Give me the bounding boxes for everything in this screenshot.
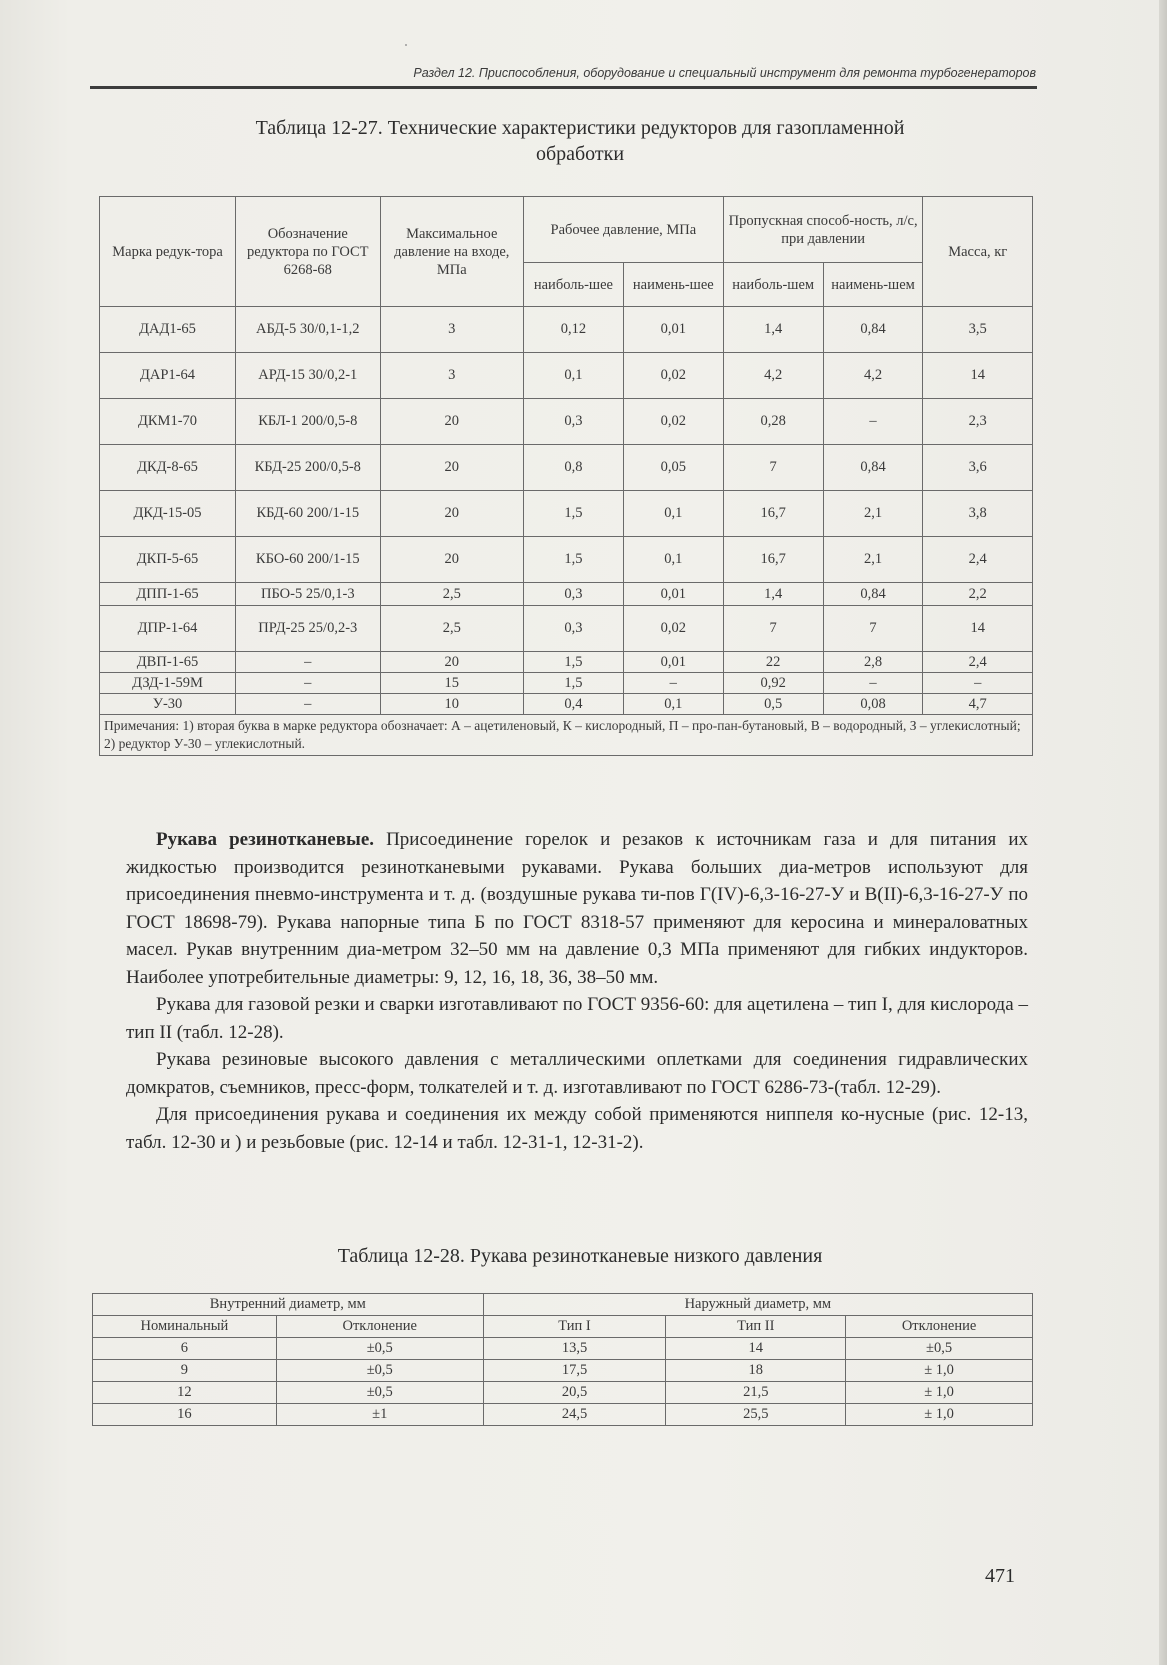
cell-tp-min: 7 (823, 606, 923, 652)
table-note-row (100, 715, 1033, 756)
header-tp-max: наиболь-шем (723, 263, 823, 307)
cell-inner-deviation: ±0,5 (276, 1338, 483, 1360)
paragraph-hoses-text: Присоединение горелок и резаков к источникам газа и для питания их жидкостью производится резинотканевыми рукавами. Рукава больших диа-метров используют для присоединения пневмо-инструмента и т. д. (воздушные рукава ти-пов Г(IV)-6,3-16-27-У и В(II)-6,3-16-27-У по ГОСТ 18698-79). Рукава напорные типа Б по ГОСТ 8318-57 применяют для керосина и минераловатных масел. Рукав внутренним диа-метром 32–50 мм на давление 0,3 МПа применяют для гибких индукторов. Наиболее употребительные диаметры: 9, 12, 16, 18, 36, 38–50 мм. (126, 829, 1028, 988)
cell-tp-max: 16,7 (723, 491, 823, 537)
cell-max-pressure: 2,5 (380, 583, 523, 606)
table-row (93, 1404, 1033, 1426)
cell-nominal: 6 (93, 1338, 277, 1360)
body-text (126, 826, 1028, 1156)
header-outer-diameter: Наружный диаметр, мм (483, 1294, 1032, 1316)
cell-brand: ДКД-8-65 (100, 445, 236, 491)
table1-caption-line1: Таблица 12-27. Технические характеристики редукторов для газопламенной (255, 117, 905, 139)
cell-designation: КБО-60 200/1-15 (236, 537, 381, 583)
cell-wp-max: 1,5 (523, 491, 623, 537)
cell-brand: У-30 (100, 694, 236, 715)
paragraph-gas-cutting: Рукава для газовой резки и сварки изготавливают по ГОСТ 9356-60: для ацетилена – тип I, для кислорода – тип II (табл. 12-28). (126, 994, 1028, 1043)
cell-tp-max: 0,92 (723, 673, 823, 694)
table-row (100, 673, 1033, 694)
cell-nominal: 12 (93, 1382, 277, 1404)
cell-designation: КБЛ-1 200/0,5-8 (236, 399, 381, 445)
cell-outer-deviation: ±0,5 (846, 1338, 1033, 1360)
cell-tp-max: 1,4 (723, 307, 823, 353)
cell-mass: 2,2 (923, 583, 1033, 606)
cell-tp-max: 0,28 (723, 399, 823, 445)
cell-tp-max: 4,2 (723, 353, 823, 399)
table-row (100, 399, 1033, 445)
header-throughput: Пропускная способ-ность, л/с, при давлении (723, 197, 923, 263)
scan-speck (405, 44, 407, 46)
cell-mass: 4,7 (923, 694, 1033, 715)
cell-brand: ДВП-1-65 (100, 652, 236, 673)
cell-tp-min: 2,1 (823, 537, 923, 583)
table-row (93, 1382, 1033, 1404)
cell-type-2: 25,5 (666, 1404, 846, 1426)
table-note (100, 715, 1033, 756)
header-mass: Масса, кг (923, 197, 1033, 307)
cell-designation: – (236, 673, 381, 694)
cell-brand: ДАД1-65 (100, 307, 236, 353)
table-row (100, 307, 1033, 353)
cell-brand: ДКП-5-65 (100, 537, 236, 583)
table-row (100, 652, 1033, 673)
cell-tp-min: 2,1 (823, 491, 923, 537)
table2-caption: Таблица 12-28. Рукава резинотканевые низкого давления (337, 1245, 823, 1267)
header-wp-min: наимень-шее (623, 263, 723, 307)
cell-wp-max: 1,5 (523, 673, 623, 694)
cell-inner-deviation: ±1 (276, 1404, 483, 1426)
cell-brand: ДПП-1-65 (100, 583, 236, 606)
cell-outer-deviation: ± 1,0 (846, 1382, 1033, 1404)
cell-tp-max: 16,7 (723, 537, 823, 583)
header-nominal: Номинальный (93, 1316, 277, 1338)
cell-brand: ДЗД-1-59М (100, 673, 236, 694)
header-inner-deviation: Отклонение (276, 1316, 483, 1338)
cell-tp-min: 0,08 (823, 694, 923, 715)
cell-brand: ДКМ1-70 (100, 399, 236, 445)
cell-outer-deviation: ± 1,0 (846, 1360, 1033, 1382)
cell-designation: ПРД-25 25/0,2-3 (236, 606, 381, 652)
cell-max-pressure: 3 (380, 353, 523, 399)
cell-tp-min: 0,84 (823, 445, 923, 491)
header-wp-max: наиболь-шее (523, 263, 623, 307)
header-max-pressure: Максимальное давление на входе, МПа (380, 197, 523, 307)
cell-mass: 2,4 (923, 652, 1033, 673)
table-row (100, 491, 1033, 537)
cell-mass: 14 (923, 606, 1033, 652)
table-note-line1: Примечания: 1) вторая буква в марке редуктора обозначает: А – ацетиленовый, К – кислородный, П – про-пан-бутановый, В – водородный, З – углекислотный; (104, 718, 1021, 733)
table-row (93, 1338, 1033, 1360)
cell-max-pressure: 10 (380, 694, 523, 715)
cell-tp-min: 2,8 (823, 652, 923, 673)
cell-mass: 3,5 (923, 307, 1033, 353)
header-outer-deviation: Отклонение (846, 1316, 1033, 1338)
cell-max-pressure: 20 (380, 652, 523, 673)
table1-caption-line2: обработки (535, 143, 625, 165)
cell-max-pressure: 20 (380, 399, 523, 445)
hoses-table (92, 1293, 1033, 1426)
cell-mass: 3,8 (923, 491, 1033, 537)
cell-type-2: 21,5 (666, 1382, 846, 1404)
cell-wp-max: 0,8 (523, 445, 623, 491)
cell-tp-max: 1,4 (723, 583, 823, 606)
cell-max-pressure: 20 (380, 537, 523, 583)
table-row (100, 583, 1033, 606)
cell-inner-deviation: ±0,5 (276, 1382, 483, 1404)
cell-wp-max: 0,3 (523, 399, 623, 445)
table-row (100, 445, 1033, 491)
cell-designation: – (236, 694, 381, 715)
table-row (93, 1360, 1033, 1382)
paragraph-lead-bold: Рукава резинотканевые. (156, 829, 375, 850)
cell-wp-min: 0,01 (623, 583, 723, 606)
cell-wp-min: 0,02 (623, 606, 723, 652)
cell-type-1: 24,5 (483, 1404, 666, 1426)
cell-designation: АБД-5 30/0,1-1,2 (236, 307, 381, 353)
cell-wp-min: 0,01 (623, 307, 723, 353)
cell-tp-max: 7 (723, 606, 823, 652)
header-designation: Обозначение редуктора по ГОСТ 6268-68 (236, 197, 381, 307)
cell-brand: ДПР-1-64 (100, 606, 236, 652)
cell-designation: ПБО-5 25/0,1-3 (236, 583, 381, 606)
page-number: 471 (985, 1565, 1015, 1587)
cell-wp-min: 0,02 (623, 353, 723, 399)
cell-designation: КБД-60 200/1-15 (236, 491, 381, 537)
cell-wp-min: 0,02 (623, 399, 723, 445)
page-edge-shadow (1159, 0, 1167, 1665)
cell-tp-min: – (823, 673, 923, 694)
table1-caption (140, 115, 1020, 167)
cell-tp-min: 4,2 (823, 353, 923, 399)
cell-wp-min: 0,1 (623, 537, 723, 583)
header-brand: Марка редук-тора (100, 197, 236, 307)
cell-wp-max: 0,3 (523, 583, 623, 606)
cell-wp-min: 0,1 (623, 491, 723, 537)
cell-tp-max: 7 (723, 445, 823, 491)
cell-outer-deviation: ± 1,0 (846, 1404, 1033, 1426)
cell-tp-max: 22 (723, 652, 823, 673)
cell-mass: 14 (923, 353, 1033, 399)
cell-max-pressure: 15 (380, 673, 523, 694)
cell-wp-max: 0,12 (523, 307, 623, 353)
cell-nominal: 16 (93, 1404, 277, 1426)
cell-designation: АРД-15 30/0,2-1 (236, 353, 381, 399)
cell-wp-max: 0,3 (523, 606, 623, 652)
cell-tp-min: 0,84 (823, 583, 923, 606)
table-row (100, 606, 1033, 652)
table-row (100, 537, 1033, 583)
cell-max-pressure: 20 (380, 491, 523, 537)
header-type-2: Тип II (666, 1316, 846, 1338)
header-work-pressure: Рабочее давление, МПа (523, 197, 723, 263)
cell-nominal: 9 (93, 1360, 277, 1382)
table-note-line2: 2) редуктор У-30 – углекислотный. (104, 736, 306, 751)
table-row (100, 694, 1033, 715)
cell-type-1: 20,5 (483, 1382, 666, 1404)
cell-type-2: 18 (666, 1360, 846, 1382)
cell-max-pressure: 2,5 (380, 606, 523, 652)
cell-wp-max: 1,5 (523, 537, 623, 583)
cell-wp-max: 1,5 (523, 652, 623, 673)
paragraph-high-pressure: Рукава резиновые высокого давления с металлическими оплетками для соединения гидравлических домкратов, съемников, пресс-форм, толкателей и т. д. изготавливают по ГОСТ 6286-73-(табл. 12-29). (126, 1049, 1028, 1098)
cell-wp-min: 0,05 (623, 445, 723, 491)
cell-wp-min: 0,01 (623, 652, 723, 673)
cell-type-1: 13,5 (483, 1338, 666, 1360)
cell-type-1: 17,5 (483, 1360, 666, 1382)
cell-brand: ДАР1-64 (100, 353, 236, 399)
table-row (100, 353, 1033, 399)
cell-tp-min: – (823, 399, 923, 445)
cell-wp-min: – (623, 673, 723, 694)
cell-inner-deviation: ±0,5 (276, 1360, 483, 1382)
cell-tp-max: 0,5 (723, 694, 823, 715)
running-head: Раздел 12. Приспособления, оборудование и специальный инструмент для ремонта турбогенераторов (413, 66, 1036, 80)
cell-max-pressure: 3 (380, 307, 523, 353)
paragraph-hoses (126, 826, 1028, 991)
header-type-1: Тип I (483, 1316, 666, 1338)
header-tp-min: наимень-шем (823, 263, 923, 307)
header-rule (90, 86, 1037, 89)
cell-wp-max: 0,1 (523, 353, 623, 399)
cell-wp-min: 0,1 (623, 694, 723, 715)
header-inner-diameter: Внутренний диаметр, мм (93, 1294, 484, 1316)
cell-mass: 3,6 (923, 445, 1033, 491)
cell-designation: – (236, 652, 381, 673)
paragraph-nipples: Для присоединения рукава и соединения их между собой применяются ниппеля ко-нусные (рис. 12-13, табл. 12-30 и ) и резьбовые (рис. 12-14 и табл. 12-31-1, 12-31-2). (126, 1104, 1028, 1153)
cell-tp-min: 0,84 (823, 307, 923, 353)
cell-mass: – (923, 673, 1033, 694)
cell-designation: КБД-25 200/0,5-8 (236, 445, 381, 491)
cell-max-pressure: 20 (380, 445, 523, 491)
cell-mass: 2,4 (923, 537, 1033, 583)
cell-brand: ДКД-15-05 (100, 491, 236, 537)
cell-mass: 2,3 (923, 399, 1033, 445)
cell-type-2: 14 (666, 1338, 846, 1360)
cell-wp-max: 0,4 (523, 694, 623, 715)
reducers-table (99, 196, 1033, 756)
